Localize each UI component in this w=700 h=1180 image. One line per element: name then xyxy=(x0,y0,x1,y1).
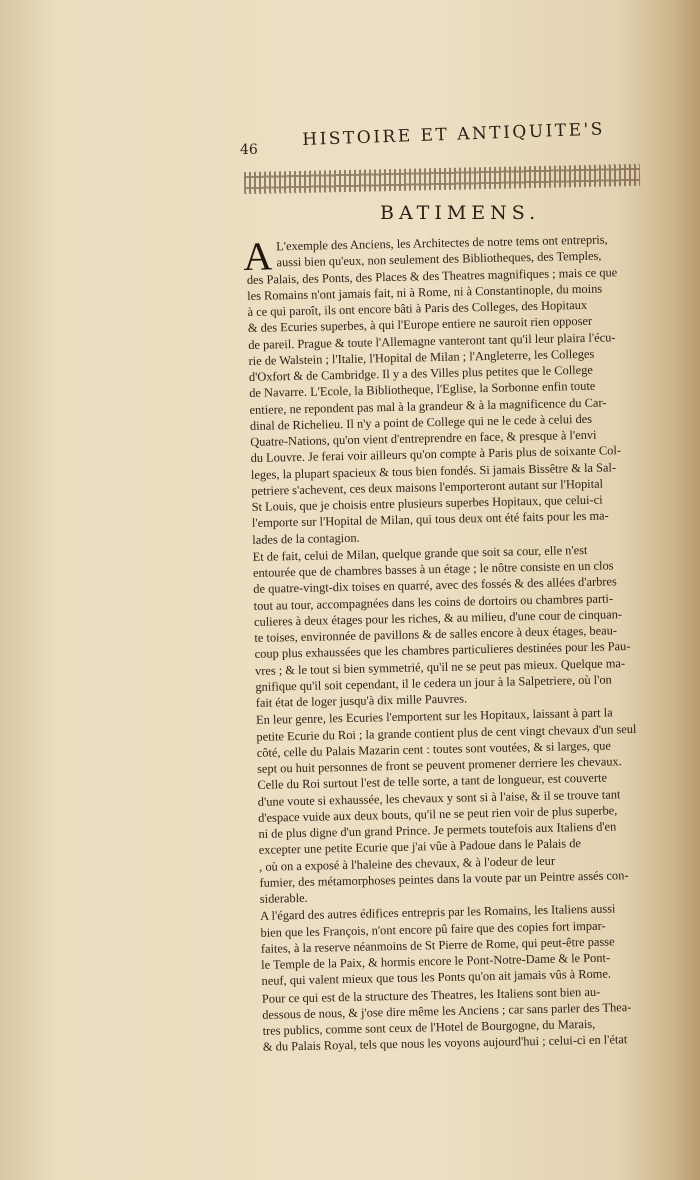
text-line: d'Oxfort & de Cambridge. Il y a des Villes plus petites que le College xyxy=(248,362,593,384)
text-line: de Navarre. L'Ecole, la Bibliotheque, l'Eglise, la Sorbonne enfin toute xyxy=(249,378,596,401)
text-line: fait état de loger jusqu'à dix mille Pauvres. xyxy=(255,691,468,710)
text-line: dinal de Richelieu. Il n'y a point de College qui ne le cede à celui des xyxy=(249,411,593,433)
text-line: rie de Walstein ; l'Italie, l'Hopital de Milan ; l'Angleterre, les Colleges xyxy=(248,346,595,368)
text-line: neuf, qui valent mieux que tous les Ponts qu'on ait jamais vûs à Rome. xyxy=(261,966,612,989)
text-line: Celle du Roi surtout l'est de telle sorte, a tant de longueur, est couverte xyxy=(257,770,608,793)
text-line: bien que les François, n'ont encore pû faire que des copies fort impar- xyxy=(260,918,606,940)
text-line: & du Palais Royal, tels que nous les voyons aujourd'hui ; celui-ci en l'état xyxy=(262,1032,628,1055)
text-line: du Louvre. Je ferai voir ailleurs qu'on compte à Paris plus de soixante Col- xyxy=(250,443,622,466)
text-line: entourée que de chambres basses à un étage ; le nôtre consiste en un clos xyxy=(252,558,614,580)
text-line: l'emporte sur l'Hopital de Milan, qui tous deux ont été faits pour les ma- xyxy=(251,508,609,531)
text-line: d'une voute si exhaussée, les chevaux y sont si à l'aise, & il se trouve tant xyxy=(257,786,621,809)
page-header xyxy=(240,119,640,160)
text-line: d'espace vuide aux deux bouts, qu'il ne se peut rien voir de plus superbe, xyxy=(257,803,618,825)
page-number: 46 xyxy=(240,142,258,158)
text-line: le Temple de la Paix, & hormis encore le Pont-Notre-Dame & le Pont- xyxy=(261,950,611,972)
body-text xyxy=(242,229,673,1055)
text-line: petriere s'achevent, ces deux maisons l'emporteront autant sur l'Hopital xyxy=(251,476,604,498)
running-title: HISTOIRE ET ANTIQUITE'S xyxy=(302,119,606,150)
text-line: siderable. xyxy=(259,890,308,906)
section-title: BATIMENS. xyxy=(380,202,541,224)
text-line: de quatre-vingt-dix toises en quarré, avec des fossés & des allées d'arbres xyxy=(253,574,617,597)
paragraph xyxy=(246,230,662,547)
text-line: leges, la plupart spacieux & tous bien fondés. Si jamais Bissêtre & la Sal- xyxy=(250,459,617,482)
paragraph xyxy=(256,704,670,908)
text-line: Pour ce qui est de la structure des Theatres, les Italiens sont bien au- xyxy=(261,984,601,1006)
text-line: des Palais, des Ponts, des Places & des Theatres magnifiques ; mais ce que xyxy=(246,264,618,287)
text-line: Quatre-Nations, qu'on vient d'entreprendre en face, & presque à l'envi xyxy=(250,427,597,449)
text-line: excepter une petite Ecurie que j'ai vûe à Padoue dans le Palais de xyxy=(258,836,582,858)
text-line: aussi bien qu'eux, non seulement des Bibliotheques, des Temples, xyxy=(276,248,602,270)
decorative-ornament-band xyxy=(244,164,640,194)
text-line: & des Ecuries superbes, à qui l'Europe entiere ne sauroit rien opposer xyxy=(247,314,593,336)
text-line: à ce qui paroît, ils ont encore bâti à Paris des Colleges, des Hopitaux xyxy=(247,297,588,319)
text-line: de pareil. Prague & toute l'Allemagne vanteront tant qu'il leur plaira l'écu- xyxy=(248,329,616,352)
text-line: coup plus exhaussées que les chambres particulieres destinées pour les Pau- xyxy=(254,639,631,662)
text-line: côté, celle du Palais Mazarin cent : toutes sont voutées, & si larges, que xyxy=(256,738,612,760)
text-line: vres ; & le tout si bien symmetrié, qu'il ne se peut pas mieux. Quelque ma- xyxy=(254,655,626,678)
paragraph xyxy=(253,540,666,711)
text-line: te toises, environnée de pavillons & de salles encore à deux étages, beau- xyxy=(254,623,618,645)
paragraph xyxy=(262,982,673,1056)
text-line: A l'égard des autres édifices entrepris par les Romains, les Italiens aussi xyxy=(260,901,616,924)
drop-cap: A xyxy=(242,233,273,280)
text-line: ni de plus digne d'un grand Prince. Je permets toutefois aux Italiens d'en xyxy=(258,819,617,841)
text-line: culieres à deux étages pour les riches, & au milieu, d'une cour de cinquan- xyxy=(253,606,623,629)
text-line: entiere, ne repondent pas mal à la grandeur & à la magnificence du Car- xyxy=(249,394,607,417)
text-line: fumier, des métamorphoses peintes dans la voute par un Peintre assés con- xyxy=(259,867,629,890)
text-line: dessous de nous, & j'ose dire même les Anciens ; car sans parler des Thea- xyxy=(262,999,632,1022)
text-line: lades de la contagion. xyxy=(252,530,360,547)
text-line: St Louis, que je choisis entre plusieurs superbes Hopitaux, que celui-ci xyxy=(251,492,603,514)
text-line: En leur genre, les Ecuries l'emportent sur les Hopitaux, laissant à part la xyxy=(255,705,613,728)
text-line: petite Ecurie du Roi ; la grande contient plus de cent vingt chevaux d'un seul xyxy=(256,721,637,744)
text-line: L'exemple des Anciens, les Architectes de notre tems ont entrepris, xyxy=(276,232,608,254)
text-line: Et de fait, celui de Milan, quelque grande que soit sa cour, elle n'est xyxy=(252,542,588,564)
paragraph xyxy=(260,900,672,990)
text-line: faites, à la reserve néanmoins de St Pierre de Rome, qui peut-être passe xyxy=(260,934,615,956)
text-line: , où on a exposé à l'haleine des chevaux, & à l'odeur de leur xyxy=(259,853,556,874)
text-line: tout au tour, accompagnées dans les coins de dortoirs ou chambres parti- xyxy=(253,590,614,613)
text-line: tres publics, comme sont ceux de l'Hotel de Bourgogne, du Marais, xyxy=(262,1016,596,1038)
text-line: gnifique qu'il soit cependant, il le cedera un jour à la Salpetriere, où l'on xyxy=(255,672,612,694)
text-line: sept ou huit personnes de front se peuvent promener derriere les chevaux. xyxy=(256,754,622,776)
text-line: les Romains n'ont jamais fait, ni à Rome, ni à Constantinople, du moins xyxy=(247,281,603,303)
